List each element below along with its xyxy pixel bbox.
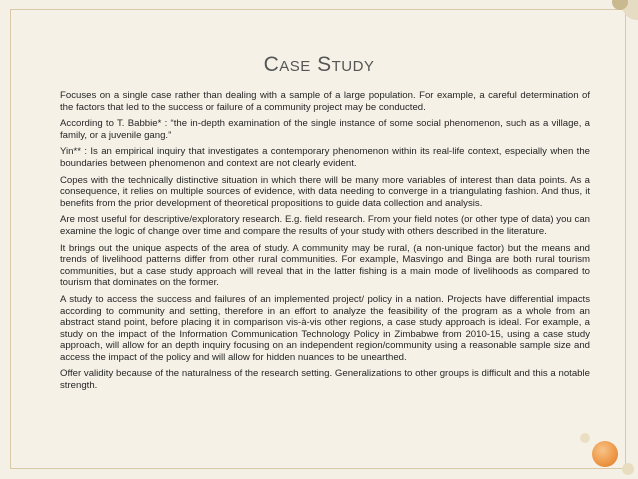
list-item	[36, 214, 590, 237]
list-item-text: It brings out the unique aspects of the area of study. A community may be rural, (a non-unique factor) but the means and trends of livelihood patterns differ from other rural communities. For example, Masvingo and Binga are both rural tourism communities, but a case study approach will reveal that in the latter fishing is a main mode of livelihoods as compared to tourism that dominates on the former.	[60, 242, 590, 289]
list-item-text: Are most useful for descriptive/exploratory research. E.g. field research. From your field notes (or other type of data) you can examine the logic of change over time and compare the results of your study with others described in the literature.	[60, 214, 590, 237]
list-item-text: A study to access the success and failures of an implemented project/ policy in a nation. Projects have differential impacts according to community and setting, therefore in an effort to analyze the feasibility of the program as a whole from an abstract stand point, before placing it in comparison vis-à-vis other regions, a case study approach is ideal. For example, a study on the impact of the Information Communication Technology Policy in Zimbabwe from 2010-15, using a case study approach, will allow for an depth inquiry focusing on an independent region/community using a reasonable sample size and access the impact of the policy and will allow for hidden nuances to be unearthed.	[60, 293, 590, 363]
slide-title: Case Study	[263, 53, 375, 76]
list-item-text: According to T. Babbie* : “the in-depth examination of the single instance of some social phenomenon, such as a village, a family, or a juvenile gang.”	[60, 118, 590, 141]
list-item	[36, 118, 590, 141]
list-item	[36, 146, 590, 169]
list-item-text: Offer validity because of the naturalness of the research setting. Generalizations to other groups is difficult and this a notable strength.	[60, 368, 590, 392]
decorative-circle	[622, 463, 634, 475]
list-item-text: Focuses on a single case rather than dealing with a sample of a large population. For example, a careful determination of the factors that led to the success or failure of a community project may be conducted.	[60, 90, 590, 113]
list-item	[36, 243, 590, 289]
list-item-text: Yin** : Is an empirical inquiry that investigates a contemporary phenomenon within its real-life context, especially when the boundaries between phenomenon and context are not clearly evident.	[60, 146, 590, 169]
list-item	[36, 175, 590, 210]
decorative-circle	[580, 433, 590, 443]
bullet-list	[36, 90, 590, 397]
list-item	[36, 294, 590, 364]
list-item	[36, 368, 590, 391]
list-item	[36, 90, 590, 113]
decorative-orange-circle	[592, 441, 618, 467]
list-item-text: Copes with the technically distinctive situation in which there will be many more variables of interest than data points. As a consequence, it relies on multiple sources of evidence, with data needing to converge in a triangulating fashion. And thus, it benefits from the prior development of theoretical propositions to guide data collection and analysis.	[60, 174, 590, 209]
